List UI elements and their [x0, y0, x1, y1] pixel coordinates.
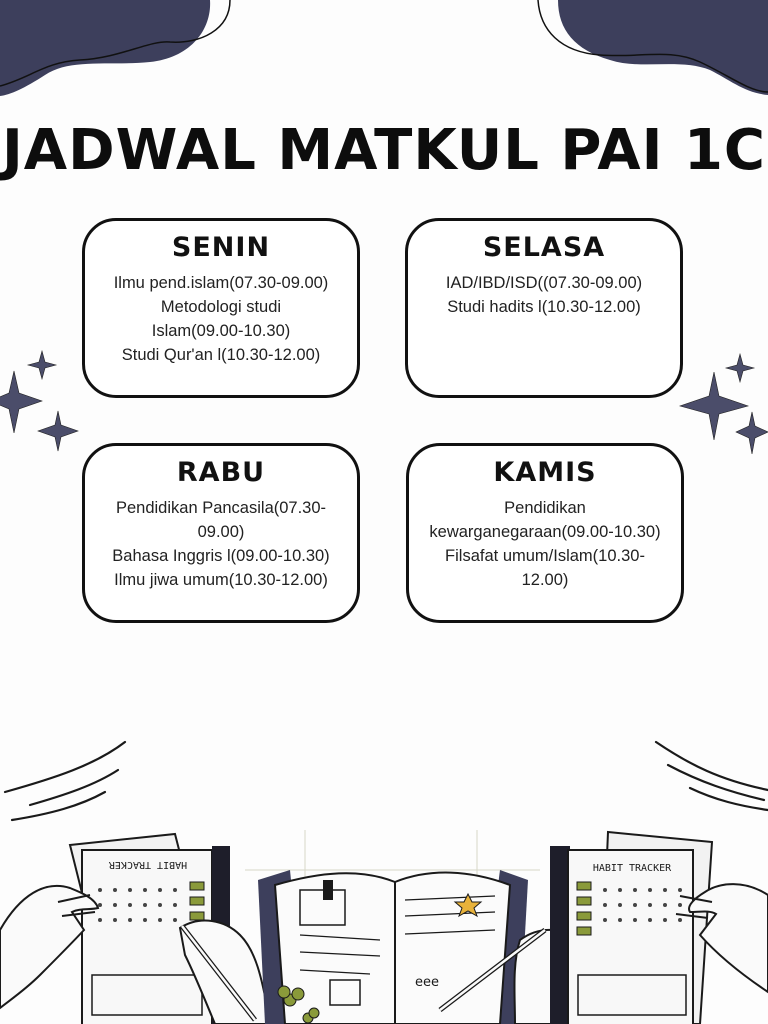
schedule-line: Ilmu pend.islam(07.30-09.00): [113, 274, 329, 292]
day-schedule: [408, 271, 680, 319]
day-title: RABU: [176, 457, 266, 488]
decorative-blob-top-right: [530, 0, 768, 100]
day-title: SELASA: [482, 232, 606, 263]
page-scribble: eee: [415, 975, 439, 990]
day-card-rabu: [82, 443, 360, 623]
day-title: KAMIS: [493, 457, 597, 488]
schedule-line: Metodologi studi Islam(09.00-10.30): [151, 298, 291, 340]
schedule-line: Filsafat umum/Islam(10.30-12.00): [445, 547, 645, 589]
habit-tracker-label: HABIT TRACKER: [108, 859, 188, 870]
schedule-line: Pendidikan Pancasila(07.30-09.00): [115, 499, 327, 541]
schedule-line: IAD/IBD/ISD((07.30-09.00): [445, 274, 643, 292]
schedule-line: Studi hadits l(10.30-12.00): [447, 298, 641, 316]
day-schedule: [85, 496, 357, 592]
study-illustration: [0, 730, 768, 1024]
day-card-selasa: [405, 218, 683, 398]
notebook-icon: [258, 870, 528, 1024]
decorative-blob-top-left: [0, 0, 240, 100]
page-title: JADWAL MATKUL PAI 1C: [1, 118, 767, 183]
habit-tracker-label: HABIT TRACKER: [592, 863, 672, 874]
day-schedule: [409, 496, 681, 592]
day-schedule: [85, 271, 357, 367]
schedule-line: Bahasa Inggris l(09.00-10.30): [112, 547, 330, 565]
four-point-star-icon: [0, 345, 90, 455]
notebook-icon: [550, 832, 712, 1024]
four-point-star-icon: [676, 350, 768, 460]
schedule-line: Ilmu jiwa umum(10.30-12.00): [114, 571, 328, 589]
day-card-kamis: [406, 443, 684, 623]
schedule-line: Studi Qur'an l(10.30-12.00): [121, 346, 321, 364]
day-title: SENIN: [171, 232, 271, 263]
day-card-senin: [82, 218, 360, 398]
schedule-line: Pendidikan kewarganegaraan(09.00-10.30): [429, 499, 661, 541]
